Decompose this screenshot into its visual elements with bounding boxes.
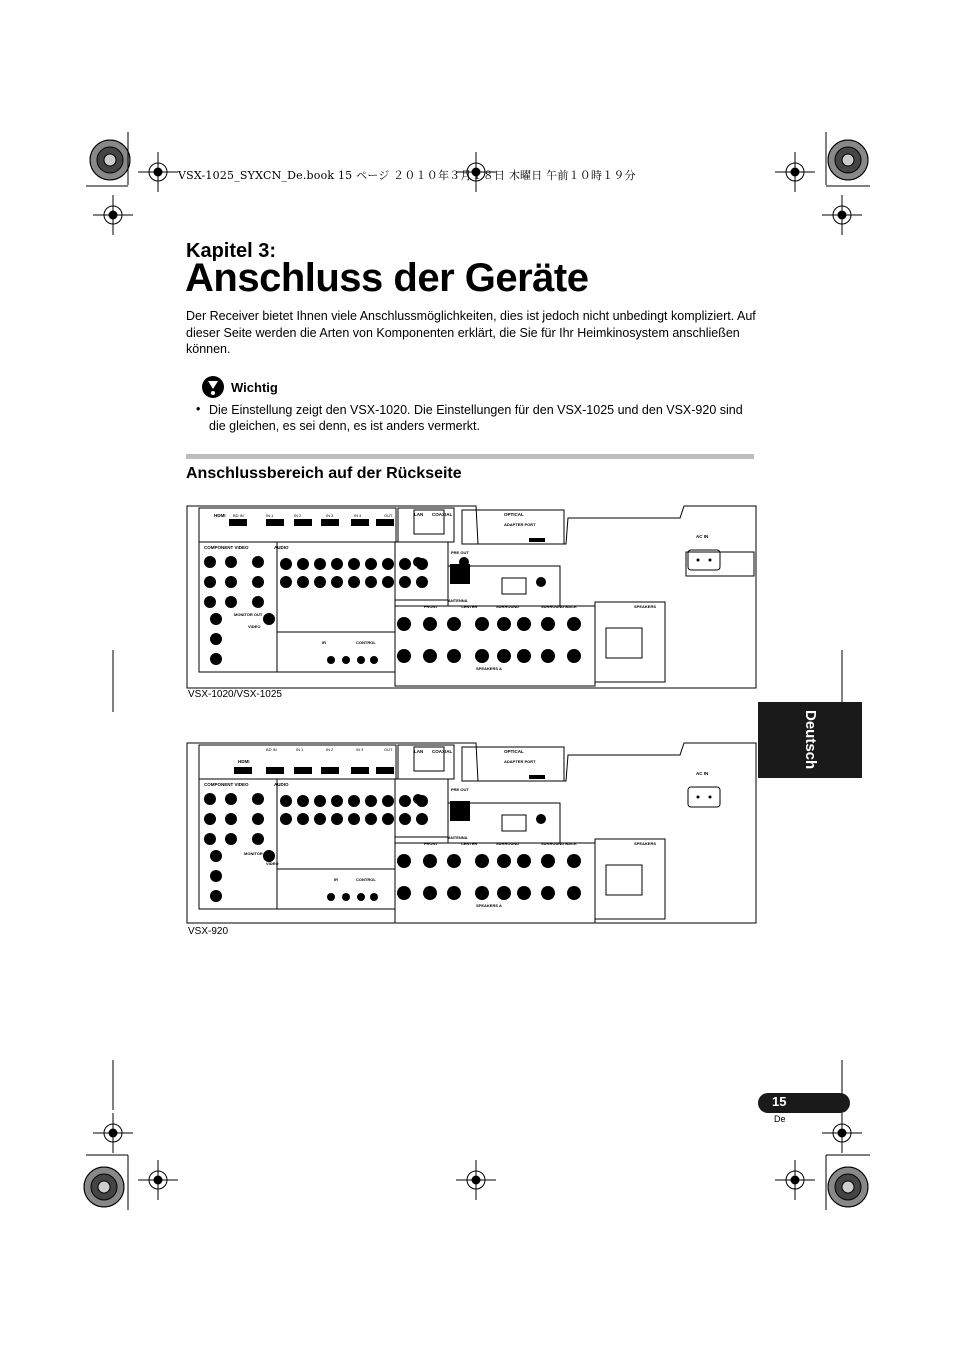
label-optical: OPTICAL: [504, 512, 524, 517]
label-audio-2: AUDIO: [274, 782, 289, 787]
label-adapter-port-2: ADAPTER PORT: [504, 759, 536, 764]
label-in1-2: IN 1: [296, 747, 304, 752]
label-in4: IN 4: [354, 513, 362, 518]
label-monitor-out: MONITOR OUT: [234, 612, 263, 617]
important-heading: Wichtig: [231, 380, 278, 395]
section-divider: [186, 454, 754, 459]
label-surround-2: SURROUND: [496, 841, 520, 846]
label-ac-in-2: AC IN: [696, 771, 709, 776]
rear-panel-diagram-vsx1020: [186, 502, 758, 690]
diagram-caption-1: VSX-1020/VSX-1025: [188, 689, 282, 700]
label-ac-in: AC IN: [696, 534, 709, 539]
label-hdmi-2: HDMI: [238, 759, 250, 764]
label-out-2: OUT: [384, 747, 393, 752]
section-title: Anschlussbereich auf der Rückseite: [186, 465, 462, 482]
label-in2: IN 2: [294, 513, 302, 518]
label-speakers-2: SPEAKERS: [634, 841, 657, 846]
label-video-2: VIDEO: [266, 861, 279, 866]
label-optical-2: OPTICAL: [504, 749, 524, 754]
label-component-video: COMPONENT VIDEO: [204, 545, 249, 550]
label-bd-in-2: BD IN: [266, 747, 277, 752]
label-bd-in: BD IN: [233, 513, 244, 518]
label-surround-back: SURROUND BACK: [541, 604, 577, 609]
label-lan: LAN: [414, 512, 424, 517]
intro-paragraph: Der Receiver bietet Ihnen viele Anschlussmöglichkeiten, dies ist jedoch nicht unbedingt kompliziert. Auf dieser Seite werden die Arten von Komponenten erklärt, die Sie für Ihr Heimkinosystem anschließen können.: [186, 309, 756, 356]
label-surround: SURROUND: [496, 604, 520, 609]
bullet-symbol: •: [196, 402, 201, 416]
chapter-label: Kapitel 3:: [186, 240, 277, 262]
label-control-2: CONTROL: [356, 877, 376, 882]
label-pre-out: PRE OUT: [451, 550, 469, 555]
label-speakers-a: SPEAKERS A: [476, 666, 502, 671]
page-number: 15: [772, 1094, 787, 1109]
language-tab-label: Deutsch: [802, 710, 819, 770]
label-coaxial: COAXIAL: [432, 512, 453, 517]
label-coaxial-2: COAXIAL: [432, 749, 453, 754]
label-adapter-port: ADAPTER PORT: [504, 522, 536, 527]
label-control: CONTROL: [356, 640, 376, 645]
label-out: OUT: [384, 513, 393, 518]
rear-panel-diagram-vsx920: [186, 739, 758, 925]
page-language: De: [774, 1114, 786, 1124]
label-ir: IR: [322, 640, 326, 645]
label-antenna-2: ANTENNA: [448, 835, 468, 840]
label-ir-2: IR: [334, 877, 338, 882]
page-title: Anschluss der Geräte: [185, 256, 589, 300]
label-surround-back-2: SURROUND BACK: [541, 841, 577, 846]
label-center: CENTER: [461, 604, 478, 609]
label-hdmi: HDMI: [214, 513, 226, 518]
label-center-2: CENTER: [461, 841, 478, 846]
label-component-video-2: COMPONENT VIDEO: [204, 782, 249, 787]
important-note: Die Einstellung zeigt den VSX-1020. Die Einstellungen für den VSX-1025 und den VSX-920 sind die gleichen, es sei denn, es ist anders vermerkt.: [209, 403, 743, 433]
label-lan-2: LAN: [414, 749, 424, 754]
print-header: VSX-1025_SYXCN_De.book 15 ページ ２０１０年３月１８日 木曜日 午前１０時１９分: [178, 169, 636, 182]
language-tab: [758, 702, 862, 778]
diagram-caption-2: VSX-920: [188, 926, 229, 937]
label-speakers: SPEAKERS: [634, 604, 657, 609]
label-monitor-out-2: MONITOR OUT: [244, 851, 273, 856]
wichtig-icon: [201, 375, 225, 399]
label-front-2: FRONT: [424, 841, 438, 846]
label-pre-out-2: PRE OUT: [451, 787, 469, 792]
label-video: VIDEO: [248, 624, 261, 629]
label-in1: IN 1: [266, 513, 274, 518]
label-in3: IN 3: [326, 513, 334, 518]
label-audio: AUDIO: [274, 545, 289, 550]
label-in3-2: IN 3: [356, 747, 364, 752]
label-in2-2: IN 2: [326, 747, 334, 752]
label-antenna: ANTENNA: [448, 598, 468, 603]
label-speakers-a-2: SPEAKERS A: [476, 903, 502, 908]
label-front: FRONT: [424, 604, 438, 609]
